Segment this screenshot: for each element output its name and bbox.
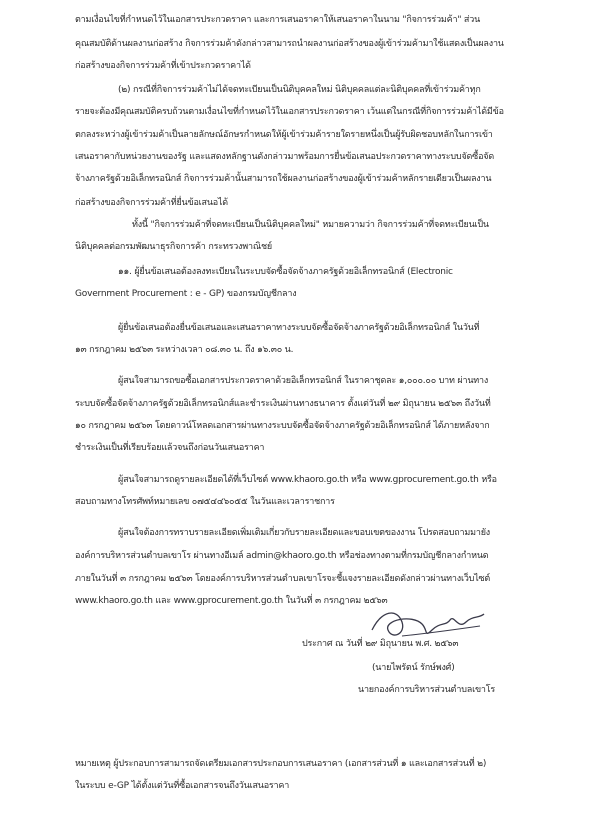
text-line: สอบถามทางโทรศัพท์หมายเลข ๐๗๕๔๔๖๐๕๕ ในวันและเวลาราชการ	[75, 497, 335, 507]
text-line: ผู้สนใจต้องการทราบรายละเอียดเพิ่มเติมเกี่ยวกับรายละเอียดและขอบเขตของงาน โปรดสอบถามมายัง	[118, 528, 490, 538]
text-line: ผู้ยื่นข้อเสนอต้องยื่นข้อเสนอและเสนอราคาทางระบบจัดซื้อจัดจ้างภาครัฐด้วยอิเล็กทรอนิกส์ ในวันที่	[118, 323, 480, 333]
text-line: ภายในวันที่ ๓ กรกฎาคม ๒๕๖๓ โดยองค์การบริหารส่วนตำบลเขาโรจะชี้แจงรายละเอียดดังกล่าวผ่านทางเว็บไซต์	[75, 574, 491, 584]
text-line: รายจะต้องมีคุณสมบัติครบถ้วนตามเงื่อนไขที่กำหนดไว้ในเอกสารประกวดราคา เว้นแต่ในกรณีที่กิจการร่วมค้าได้มีข้อ	[75, 107, 504, 117]
text-line: ระบบจัดซื้อจัดจ้างภาครัฐด้วยอิเล็กทรอนิกส์และชำระเงินผ่านทางธนาคาร ตั้งแต่วันที่ ๒๙ มิถุนายน ๒๕๖๓ ถึงวันที่	[75, 399, 491, 409]
text-line: เสนอราคากับหน่วยงานของรัฐ และแสดงหลักฐานดังกล่าวมาพร้อมการยื่นข้อเสนอประกวดราคาทางระบบจัดซื้อจัด	[75, 152, 494, 162]
text-line: (๒) กรณีที่กิจการร่วมค้าไม่ได้จดทะเบียนเป็นนิติบุคคลใหม่ นิติบุคคลแต่ละนิติบุคคลที่เข้าร่วมค้าทุก	[118, 85, 481, 95]
text-line: ผู้สนใจสามารถขอซื้อเอกสารประกวดราคาด้วยอิเล็กทรอนิกส์ ในราคาชุดละ ๑,๐๐๐.๐๐ บาท ผ่านทาง	[118, 376, 489, 386]
text-line: ตามเงื่อนไขที่กำหนดไว้ในเอกสารประกวดราคา และการเสนอราคาให้เสนอราคาในนาม "กิจการร่วมค้า" ส่วน	[75, 15, 481, 25]
text-line: ชำระเงินเป็นที่เรียบร้อยแล้วจนถึงก่อนวันเสนอราคา	[75, 443, 265, 453]
text-line: จ้างภาครัฐด้วยอิเล็กทรอนิกส์ กิจการร่วมค้านั้นสามารถใช้ผลงานก่อสร้างของผู้เข้าร่วมค้าหลักรายเดียวเป็นผลงาน	[75, 174, 492, 184]
signature-image	[362, 600, 492, 648]
text-line: ก่อสร้างของกิจการร่วมค้าที่เข้าประกวดราคาได้	[75, 61, 251, 71]
text-line: นิติบุคคลต่อกรมพัฒนาธุรกิจการค้า กระทรวงพาณิชย์	[75, 242, 272, 252]
text-line: www.khaoro.go.th และ www.gprocurement.go.th ในวันที่ ๓ กรกฎาคม ๒๕๖๓	[75, 596, 388, 606]
text-line: ๑๓ กรกฎาคม ๒๕๖๓ ระหว่างเวลา ๐๘.๓๐ น. ถึง ๑๖.๓๐ น.	[75, 345, 294, 355]
signer-name: (นายไพรัตน์ รักษ์พงศ์)	[372, 663, 455, 673]
text-line: ผู้สนใจสามารถดูรายละเอียดได้ที่เว็บไซต์ www.khaoro.go.th หรือ www.gprocurement.go.th หรือ	[118, 475, 497, 485]
note-line: หมายเหตุ ผู้ประกอบการสามารถจัดเตรียมเอกสารประกอบการเสนอราคา (เอกสารส่วนที่ ๑ และเอกสารส่วนที่ ๒)	[75, 759, 487, 769]
note-line: ในระบบ e-GP ได้ตั้งแต่วันที่ซื้อเอกสารจนถึงวันเสนอราคา	[75, 781, 290, 791]
text-line: คุณสมบัติด้านผลงานก่อสร้าง กิจการร่วมค้าดังกล่าวสามารถนำผลงานก่อสร้างของผู้เข้าร่วมค้ามาใช้แสดงเป็นผลงาน	[75, 39, 504, 49]
announce-date: ประกาศ ณ วันที่ ๒๙ มิถุนายน พ.ศ. ๒๕๖๓	[302, 639, 459, 649]
text-line: Government Procurement : e - GP) ของกรมบัญชีกลาง	[75, 289, 297, 299]
section-heading: ๑๑. ผู้ยื่นข้อเสนอต้องลงทะเบียนในระบบจัดซื้อจัดจ้างภาครัฐด้วยอิเล็กทรอนิกส์ (Electronic	[118, 267, 453, 277]
text-line: ๑๐ กรกฎาคม ๒๕๖๓ โดยดาวน์โหลดเอกสารผ่านทางระบบจัดซื้อจัดจ้างภาครัฐด้วยอิเล็กทรอนิกส์ ได้ภายหลังจาก	[75, 421, 490, 431]
text-line: องค์การบริหารส่วนตำบลเขาโร ผ่านทางอีเมล์ admin@khaoro.go.th หรือช่องทางตามที่กรมบัญชีกลางกำหนด	[75, 551, 489, 561]
text-line: ทั้งนี้ "กิจการร่วมค้าที่จดทะเบียนเป็นนิติบุคคลใหม่" หมายความว่า กิจการร่วมค้าที่จดทะเบียนเป็น	[132, 220, 489, 230]
signer-title: นายกองค์การบริหารส่วนตำบลเขาโร	[358, 685, 496, 695]
text-line: ก่อสร้างของกิจการร่วมค้าที่ยื่นข้อเสนอได้	[75, 198, 228, 208]
text-line: ตกลงระหว่างผู้เข้าร่วมค้าเป็นลายลักษณ์อักษรกำหนดให้ผู้เข้าร่วมค้ารายใดรายหนึ่งเป็นผู้รับผิดชอบหลักในการเข้า	[75, 130, 493, 140]
